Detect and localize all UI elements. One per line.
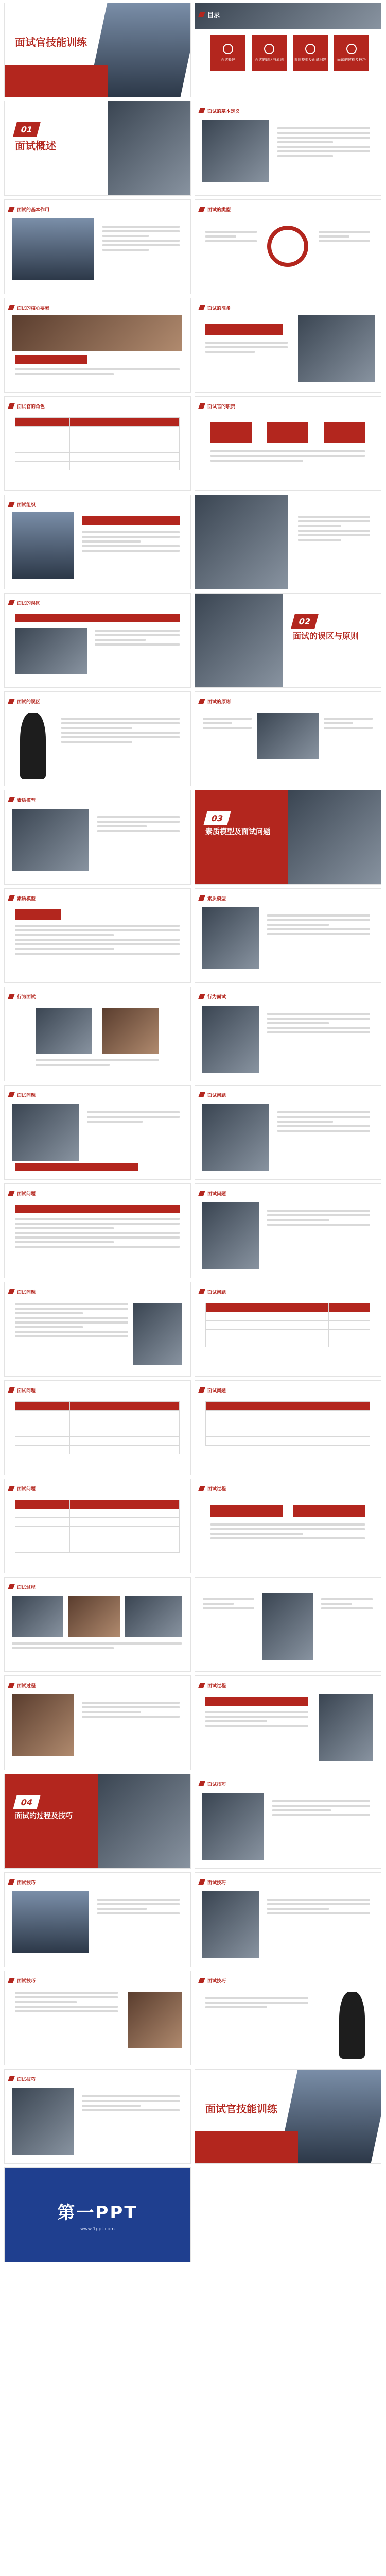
content-slide[interactable] — [5, 1676, 190, 1770]
text-block — [95, 630, 180, 648]
slide-header: 面试官的职责 — [199, 402, 235, 410]
text-block — [12, 1642, 182, 1652]
text-block — [87, 1111, 180, 1125]
text-block — [97, 1899, 180, 1917]
cover-title: 面试官技能训练 — [15, 36, 87, 48]
slide-row — [5, 1676, 381, 1770]
content-slide[interactable] — [5, 298, 190, 392]
text-block — [205, 1997, 308, 2011]
slide-header: 面试的核心要素 — [9, 303, 49, 312]
slide-header: 素质模型 — [9, 894, 36, 902]
slide-header: 面试技巧 — [199, 1976, 226, 1985]
section-title-1: 面试概述 — [15, 140, 56, 152]
toc-icon-3 — [305, 44, 315, 54]
slide-header: 面试过程 — [199, 1681, 226, 1689]
content-slide[interactable] — [195, 1381, 381, 1475]
content-photo — [195, 495, 288, 589]
text-block — [210, 450, 365, 464]
content-slide[interactable] — [195, 1282, 381, 1376]
toc-item-1[interactable]: 面试概述 — [210, 35, 245, 71]
section-title-2: 面试的误区与原则 — [293, 631, 359, 641]
slide-header: 行为面试 — [199, 992, 226, 1001]
text-block — [267, 1210, 370, 1228]
slide-row — [5, 495, 381, 589]
section-slide-2[interactable] — [195, 594, 381, 687]
slide-header: 素质模型 — [199, 894, 226, 902]
highlight-box — [293, 1505, 365, 1517]
content-photo — [125, 1596, 182, 1637]
slide-header: 面试技巧 — [199, 1878, 226, 1886]
content-slide[interactable] — [5, 1381, 190, 1475]
text-block — [82, 1702, 180, 1720]
content-photo — [202, 907, 259, 969]
slide-header: 面试官的角色 — [9, 402, 45, 410]
slide-header: 面试的误区 — [9, 697, 40, 705]
slide-row — [5, 1282, 381, 1376]
highlight-box — [210, 422, 252, 443]
slide-header: 面试问题 — [199, 1386, 226, 1394]
text-block — [102, 226, 180, 253]
slide-row — [5, 1578, 381, 1671]
highlight-box — [15, 355, 87, 364]
section-photo-2 — [195, 594, 283, 687]
toc-icon-1 — [223, 44, 233, 54]
text-block — [277, 127, 370, 160]
content-slide[interactable] — [5, 790, 190, 884]
logo-slide[interactable] — [5, 2168, 190, 2262]
text-block — [15, 1992, 118, 2015]
text-block — [321, 1598, 373, 1612]
content-slide[interactable] — [5, 1971, 190, 2065]
slide-row — [5, 3, 381, 97]
content-photo — [202, 1793, 264, 1860]
content-photo — [202, 1202, 259, 1269]
content-photo — [262, 1593, 313, 1660]
section-number-1: 01 — [13, 122, 41, 137]
text-block — [205, 342, 288, 355]
data-table — [205, 1303, 370, 1347]
slide-header: 面试问题 — [9, 1386, 36, 1394]
slide-row — [5, 1086, 381, 1179]
slide-row — [5, 101, 381, 195]
content-slide[interactable] — [5, 1086, 190, 1179]
text-block — [15, 1303, 128, 1340]
text-block — [205, 1711, 308, 1730]
text-block — [97, 816, 180, 835]
highlight-box — [15, 1205, 180, 1213]
content-slide[interactable] — [5, 1184, 190, 1278]
cycle-diagram — [267, 226, 308, 267]
slide-row — [5, 594, 381, 687]
content-photo — [15, 628, 87, 674]
slide-header: 面试的准备 — [199, 303, 231, 312]
text-block — [15, 1218, 180, 1250]
content-photo — [12, 218, 94, 280]
content-photo — [36, 1008, 92, 1054]
content-photo — [12, 1596, 63, 1637]
brand-logo — [5, 2168, 190, 2262]
content-slide[interactable] — [195, 1479, 381, 1573]
content-slide[interactable] — [195, 987, 381, 1081]
section-number-2: 02 — [291, 614, 319, 629]
content-slide[interactable] — [195, 1971, 381, 2065]
highlight-box — [15, 1163, 138, 1171]
text-block — [267, 1013, 370, 1036]
content-slide[interactable] — [5, 987, 190, 1081]
highlight-box — [324, 422, 365, 443]
text-block — [210, 1523, 365, 1542]
cover-red-band — [5, 65, 108, 97]
data-table — [205, 1401, 370, 1446]
section-photo-3 — [288, 790, 381, 884]
text-block — [319, 231, 370, 245]
section-title-3: 素质模型及面试问题 — [205, 828, 270, 836]
highlight-box — [205, 324, 283, 335]
slide-header: 面试的原则 — [199, 697, 231, 705]
slide-header: 面试组织 — [9, 500, 36, 509]
text-block — [15, 925, 180, 957]
data-table — [15, 1500, 180, 1553]
slide-row — [5, 397, 381, 490]
content-photo — [202, 120, 269, 182]
toc-item-4[interactable]: 面试的过程及技巧 — [334, 35, 369, 71]
highlight-box — [210, 1505, 283, 1517]
toc-header: 目录 — [199, 10, 220, 19]
highlight-box — [15, 909, 61, 920]
content-slide[interactable] — [195, 692, 381, 786]
section-slide-3[interactable] — [195, 790, 381, 884]
slide-header: 面试的基本作用 — [9, 205, 49, 213]
content-photo — [12, 1891, 89, 1953]
section-number-3: 03 — [203, 811, 231, 825]
text-block — [272, 1800, 370, 1819]
content-photo — [128, 1992, 182, 2048]
text-block — [203, 718, 252, 732]
content-photo — [12, 809, 89, 871]
content-slide[interactable] — [195, 889, 381, 982]
slide-row — [5, 2168, 381, 2262]
toc-icon-2 — [264, 44, 274, 54]
text-block — [277, 1111, 370, 1134]
content-photo — [202, 1006, 259, 1073]
slide-header: 面试问题 — [9, 1091, 36, 1099]
content-slide[interactable] — [5, 200, 190, 294]
section-slide-4[interactable] — [5, 1774, 190, 1868]
slide-row — [5, 1381, 381, 1475]
person-silhouette — [339, 1992, 365, 2059]
text-block — [267, 1899, 370, 1917]
slide-header: 面试技巧 — [9, 1878, 36, 1886]
slide-row — [5, 1184, 381, 1278]
slide-header: 面试的误区 — [9, 599, 40, 607]
section-number-4: 04 — [13, 1795, 41, 1809]
slide-header: 面试技巧 — [9, 2075, 36, 2083]
slide-row — [5, 692, 381, 786]
content-photo — [68, 1596, 120, 1637]
slide-row — [5, 200, 381, 294]
content-photo — [12, 1104, 79, 1161]
content-photo — [102, 1008, 159, 1054]
text-block — [203, 1598, 254, 1612]
content-slide[interactable] — [195, 1184, 381, 1278]
content-slide[interactable] — [5, 692, 190, 786]
cover-slide[interactable] — [5, 3, 190, 97]
data-table — [15, 417, 180, 470]
text-block — [298, 516, 370, 544]
content-photo — [12, 2088, 74, 2155]
closing-red-band — [195, 2131, 298, 2163]
content-slide[interactable] — [195, 397, 381, 490]
slide-row — [5, 1873, 381, 1967]
text-block — [82, 2095, 180, 2114]
text-block — [36, 1059, 159, 1069]
content-photo — [257, 713, 319, 759]
content-slide[interactable] — [195, 495, 381, 589]
highlight-box — [267, 422, 308, 443]
toc-banner-photo — [195, 3, 381, 29]
text-block — [205, 231, 257, 245]
brand-name: 第一PPT — [57, 2202, 138, 2223]
slide-row — [5, 1774, 381, 1868]
text-block — [15, 368, 180, 378]
text-block — [267, 914, 370, 938]
brand-tagline: www.1ppt.com — [80, 2226, 115, 2232]
content-slide[interactable] — [5, 1578, 190, 1671]
content-photo — [133, 1303, 182, 1365]
slide-row — [5, 790, 381, 884]
content-slide[interactable] — [5, 1282, 190, 1376]
slide-row — [5, 1479, 381, 1573]
closing-slide[interactable] — [195, 2070, 381, 2163]
text-block — [324, 718, 373, 732]
content-photo — [12, 315, 182, 351]
section-photo-4 — [98, 1774, 190, 1868]
content-slide[interactable] — [5, 889, 190, 982]
slide-row — [5, 889, 381, 982]
slide-header: 行为面试 — [9, 992, 36, 1001]
slide-row — [5, 1971, 381, 2065]
slide-header: 面试问题 — [9, 1287, 36, 1296]
content-photo — [202, 1891, 259, 1958]
slide-header: 面试问题 — [9, 1484, 36, 1493]
slide-header: 素质模型 — [9, 795, 36, 804]
content-photo — [12, 512, 74, 579]
person-silhouette — [20, 713, 46, 779]
data-table — [15, 1401, 180, 1454]
slide-row — [5, 298, 381, 392]
content-slide[interactable] — [195, 298, 381, 392]
slide-header: 面试的基本定义 — [199, 107, 240, 115]
slide-header: 面试技巧 — [9, 1976, 36, 1985]
closing-title: 面试官技能训练 — [205, 2103, 277, 2115]
content-photo — [319, 1694, 373, 1761]
content-slide[interactable] — [5, 1479, 190, 1573]
slide-row — [5, 987, 381, 1081]
toc-icon-4 — [346, 44, 357, 54]
slide-header: 面试过程 — [199, 1484, 226, 1493]
toc-slide[interactable] — [195, 3, 381, 97]
toc-item-2[interactable]: 面试的误区与原则 — [252, 35, 287, 71]
content-slide[interactable] — [5, 1873, 190, 1967]
content-photo — [12, 1694, 74, 1756]
content-slide[interactable] — [195, 101, 381, 195]
slide-row — [5, 2070, 381, 2163]
slide-header: 面试的类型 — [199, 205, 231, 213]
section-slide-1[interactable] — [5, 101, 190, 195]
highlight-box — [15, 614, 180, 622]
content-slide[interactable] — [5, 594, 190, 687]
content-slide[interactable] — [5, 397, 190, 490]
slide-header: 面试问题 — [199, 1091, 226, 1099]
slide-header: 面试过程 — [9, 1583, 36, 1591]
content-slide[interactable] — [195, 1676, 381, 1770]
content-slide[interactable] — [195, 1873, 381, 1967]
content-slide[interactable] — [5, 495, 190, 589]
content-slide[interactable] — [5, 2070, 190, 2163]
content-slide[interactable] — [195, 1774, 381, 1868]
slide-header: 面试技巧 — [199, 1780, 226, 1788]
highlight-box — [82, 516, 180, 525]
section-photo-1 — [108, 101, 190, 195]
text-block — [82, 531, 180, 554]
section-title-4: 面试的过程及技巧 — [15, 1812, 73, 1820]
slide-header: 面试问题 — [9, 1189, 36, 1197]
content-slide[interactable] — [195, 1086, 381, 1179]
content-photo — [202, 1104, 269, 1171]
slide-header: 面试问题 — [199, 1189, 226, 1197]
slide-header: 面试过程 — [9, 1681, 36, 1689]
text-block — [61, 718, 180, 745]
slide-header: 面试问题 — [199, 1287, 226, 1296]
content-slide[interactable] — [195, 1578, 381, 1671]
toc-item-3[interactable]: 素质模型及面试问题 — [293, 35, 328, 71]
highlight-box — [205, 1697, 308, 1706]
content-photo — [298, 315, 375, 382]
content-slide[interactable] — [195, 200, 381, 294]
